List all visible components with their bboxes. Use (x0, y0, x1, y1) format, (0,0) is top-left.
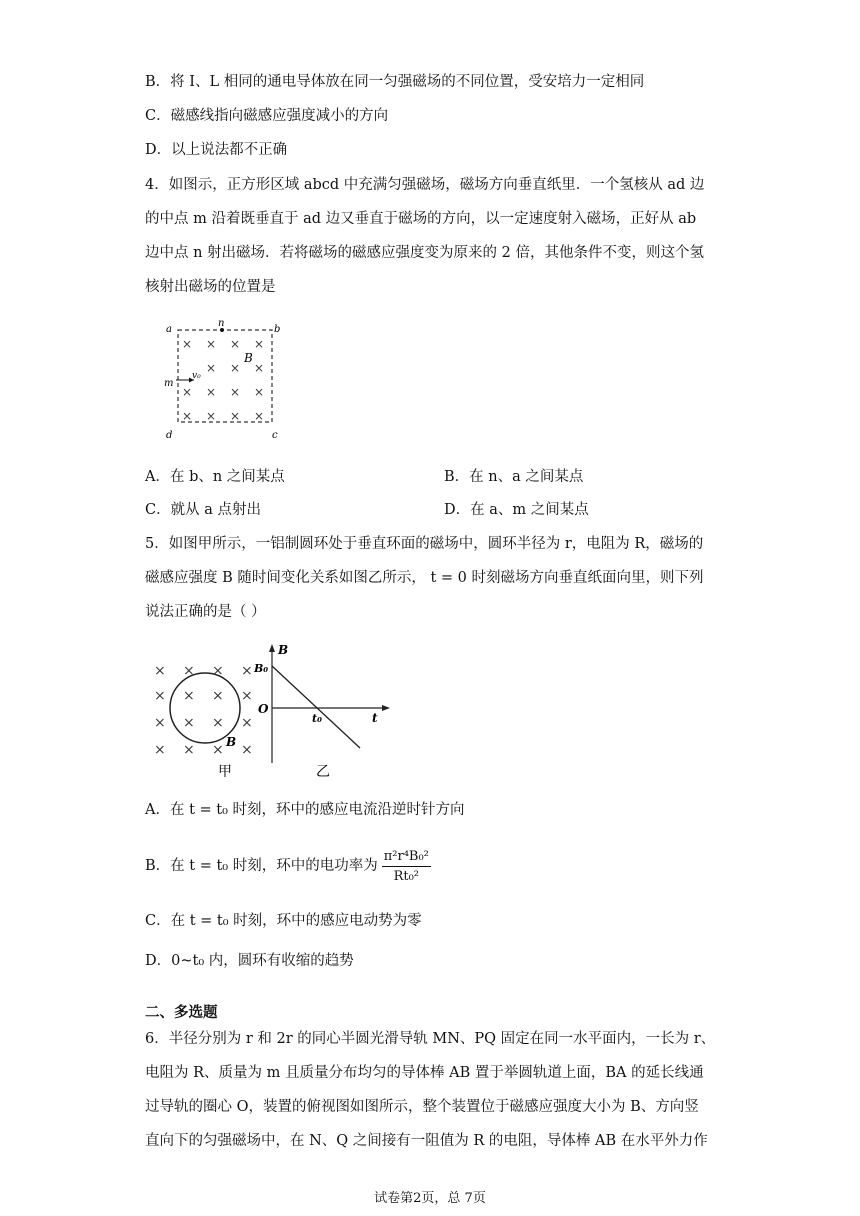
label-a: a (166, 324, 172, 335)
svg-text:×: × (241, 688, 253, 704)
svg-text:×: × (183, 663, 195, 679)
label-m: m (164, 378, 174, 389)
page-footer: 试卷第2页，总 7页 (374, 1191, 486, 1206)
label-yi: 乙 (316, 764, 330, 780)
svg-text:×: × (154, 742, 166, 758)
power-numerator: π²r⁴B₀² (382, 848, 431, 867)
label-axis-t: t (372, 711, 378, 725)
svg-text:×: × (206, 337, 217, 351)
q5-option-d: D．0~t₀ 内，圆环有收缩的趋势 (145, 953, 354, 969)
option-d-prev: D．以上说法都不正确 (145, 142, 288, 158)
q6-stem-3: 过导轨的圈心 O，装置的俯视图如图所示，整个装置位于磁感应强度大小为 B、方向竖 (145, 1099, 699, 1115)
svg-text:×: × (254, 337, 265, 351)
q6-stem-4: 直向下的匀强磁场中，在 N、Q 之间接有一阻值为 R 的电阻，导体棒 AB 在水平外力作 (145, 1133, 708, 1149)
label-d: d (166, 430, 173, 441)
q4-stem-2: 的中点 m 沿着既垂直于 ad 边又垂直于磁场的方向，以一定速度射入磁场，正好从 ab (145, 211, 697, 227)
power-fraction (382, 848, 431, 885)
svg-text:×: × (183, 715, 195, 731)
field-crosses-jia (154, 663, 253, 758)
svg-text:×: × (206, 409, 217, 423)
svg-text:×: × (230, 337, 241, 351)
label-v0: v₀ (192, 371, 201, 381)
b-t-line (272, 666, 360, 748)
label-O: O (258, 702, 269, 716)
q4-option-c: C．就从 a 点射出 (145, 502, 261, 518)
svg-text:×: × (241, 715, 253, 731)
q4-stem-4: 核射出磁场的位置是 (145, 279, 276, 295)
q4-option-a: A．在 b、n 之间某点 (145, 469, 285, 485)
label-B0: B₀ (254, 662, 269, 675)
label-n: n (218, 318, 225, 329)
svg-text:×: × (254, 361, 265, 375)
svg-text:×: × (241, 663, 253, 679)
svg-text:×: × (230, 361, 241, 375)
svg-text:×: × (154, 715, 166, 731)
svg-text:×: × (254, 385, 265, 399)
svg-text:×: × (182, 337, 193, 351)
power-denominator: Rt₀² (393, 868, 420, 884)
svg-text:×: × (254, 409, 265, 423)
svg-text:×: × (212, 715, 224, 731)
svg-text:×: × (241, 742, 253, 758)
label-c: c (272, 430, 278, 441)
svg-text:×: × (154, 663, 166, 679)
q4-option-d: D．在 a、m 之间某点 (444, 502, 589, 518)
svg-text:×: × (154, 688, 166, 704)
q6-stem-1: 6．半径分别为 r 和 2r 的同心半圆光滑导轨 MN、PQ 固定在同一水平面内，一长为 r、 (145, 1031, 716, 1047)
label-B: B (244, 351, 253, 365)
svg-text:×: × (212, 688, 224, 704)
q5-figure (150, 638, 400, 783)
q5-option-c: C．在 t = t₀ 时刻，环中的感应电动势为零 (145, 913, 422, 929)
svg-text:×: × (206, 361, 217, 375)
svg-text:×: × (183, 742, 195, 758)
svg-text:×: × (183, 688, 195, 704)
label-b: b (274, 324, 281, 335)
q4-option-b: B．在 n、a 之间某点 (444, 469, 584, 485)
section-title-multiple-choice: 二、多选题 (145, 1005, 218, 1021)
q4-figure (160, 318, 290, 443)
q6-stem-2: 电阻为 R、质量为 m 且质量分布均匀的导体棒 AB 置于举圆轨道上面，BA 的延长线通 (145, 1065, 704, 1081)
q5-option-b-text: B．在 t = t₀ 时刻，环中的电功率为 (145, 858, 378, 874)
svg-text:×: × (206, 385, 217, 399)
q5-option-b (145, 846, 431, 886)
svg-text:×: × (230, 409, 241, 423)
svg-text:×: × (182, 409, 193, 423)
option-c-prev: C．磁感线指向磁感应强度减小的方向 (145, 108, 389, 124)
q4-stem-3: 边中点 n 射出磁场．若将磁场的磁感应强度变为原来的 2 倍，其他条件不变，则这个氢 (145, 245, 704, 261)
label-axis-B: B (278, 643, 289, 657)
q5-stem-2: 磁感应强度 B 随时间变化关系如图乙所示， t = 0 时刻磁场方向垂直纸面向里，则下列 (145, 570, 704, 586)
svg-text:×: × (230, 385, 241, 399)
q5-stem-1: 5．如图甲所示，一铝制圆环处于垂直环面的磁场中，圆环半径为 r，电阻为 R，磁场的 (145, 536, 704, 552)
aluminum-ring (170, 673, 240, 743)
option-b-prev: B．将 I、L 相同的通电导体放在同一匀强磁场的不同位置，受安培力一定相同 (145, 74, 645, 90)
label-ring-B: B (226, 735, 237, 749)
q4-stem-1: 4．如图示，正方形区域 abcd 中充满匀强磁场，磁场方向垂直纸里．一个氢核从 ad 边 (145, 177, 705, 193)
label-t0: t₀ (312, 712, 322, 725)
svg-text:×: × (212, 663, 224, 679)
svg-text:×: × (212, 742, 224, 758)
q5-stem-3: 说法正确的是（ ） (145, 604, 266, 620)
q5-option-a: A．在 t = t₀ 时刻，环中的感应电流沿逆时针方向 (145, 802, 465, 818)
label-jia: 甲 (218, 764, 232, 780)
svg-text:×: × (182, 385, 193, 399)
